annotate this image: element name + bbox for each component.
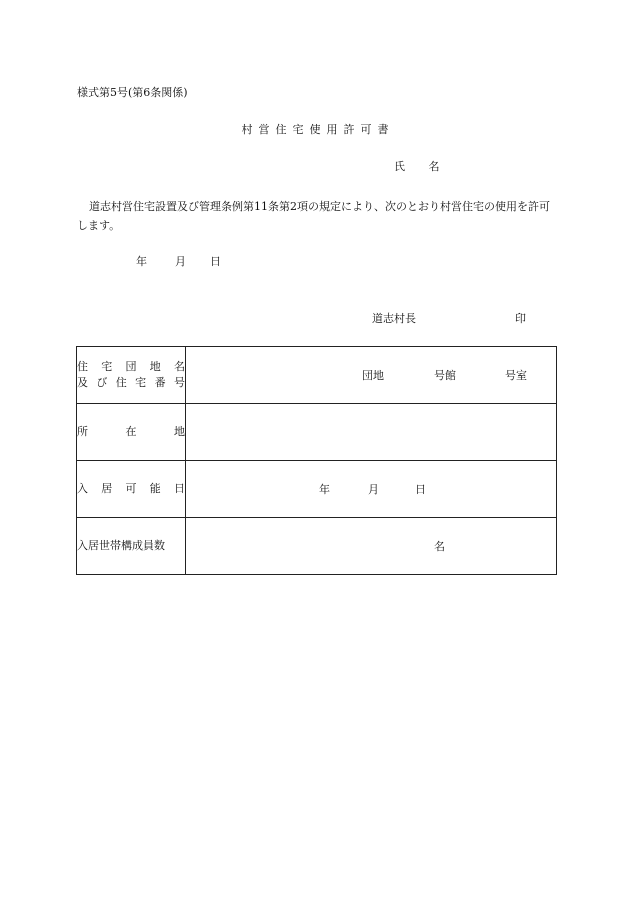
table-row-location [77,404,557,461]
move-in-day-unit: 日 [415,483,426,496]
permit-info-table [76,346,557,575]
gokan-unit: 号館 [434,369,456,382]
issue-date-day: 日 [210,255,221,268]
move-in-label: 入 居 可 能 日 [77,461,186,518]
housing-label-line2: 及 び 住 宅 番 号 [77,376,185,389]
issuer-title: 道志村長 [372,312,416,325]
housing-label-line1: 住 宅 団 地 名 [77,360,185,373]
location-value-field[interactable] [186,404,557,461]
goshitsu-unit: 号室 [505,369,527,382]
form-number: 様式第5号(第6条関係) [77,86,188,99]
danchi-unit: 団地 [362,369,384,382]
household-value-field[interactable] [186,518,557,575]
table-row-housing [77,347,557,404]
move-in-value-field[interactable] [186,461,557,518]
issue-date-month: 月 [175,255,186,268]
household-unit: 名 [434,540,445,553]
name-label: 氏 名 [394,160,450,173]
location-label: 所 在 地 [77,404,186,461]
move-in-year-unit: 年 [319,483,330,496]
seal-mark: 印 [515,312,526,325]
permit-body-text: 道志村営住宅設置及び管理条例第11条第2項の規定により、次のとおり村営住宅の使用を許可します。 [77,200,550,232]
issue-date-year: 年 [136,255,147,268]
housing-value-field[interactable] [186,347,557,404]
move-in-month-unit: 月 [368,483,379,496]
issue-date [136,255,221,269]
household-label: 入居世帯構成員数 [77,518,186,575]
table-row-household [77,518,557,575]
document-title: 村営住宅使用許可書 [241,123,395,136]
housing-label [77,347,186,404]
table-row-move-in-date [77,461,557,518]
